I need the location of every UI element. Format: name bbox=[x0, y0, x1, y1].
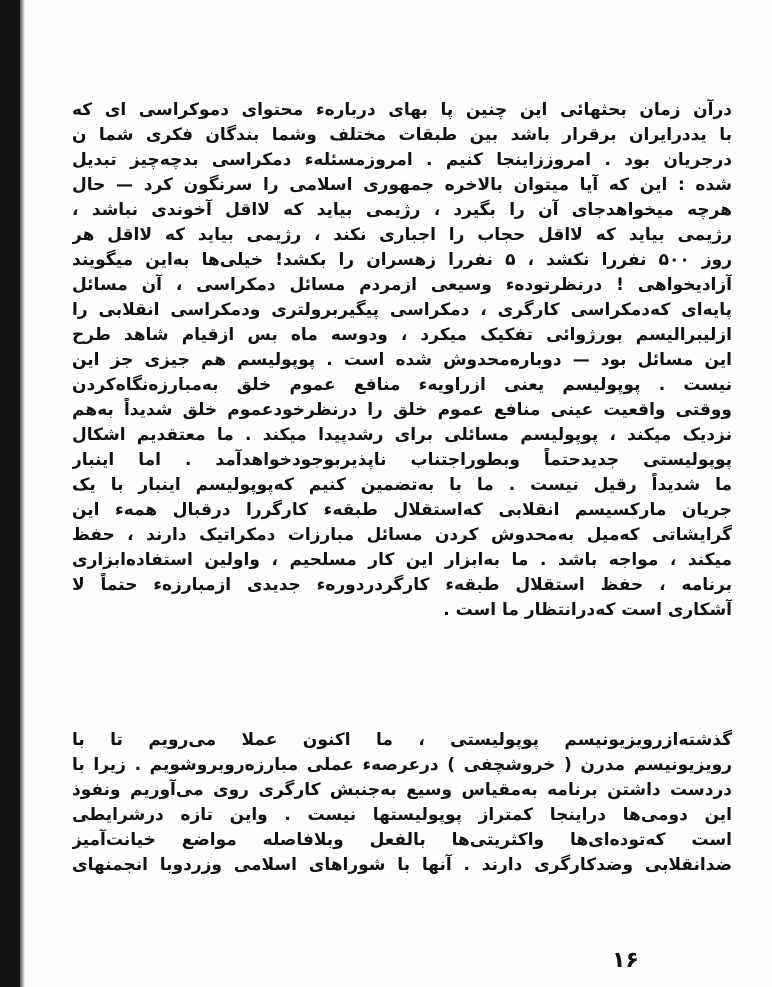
text-line: هرچه میخواهدجای آن را بگیرد ، رژیمی بیاید که لااقل آخوندی نباشد ، bbox=[72, 200, 732, 220]
text-line: این دومی‌ها دراینجا کمتراز پوپولیستها نیست . واین تازه درشرایطی bbox=[72, 805, 732, 825]
text-line: رژیمی بیاید که لااقل حجاب را اجباری نکند ، رژیمی بیاید که لااقل هر bbox=[72, 225, 732, 245]
text-line: برنامه ، حفظ استقلال طبقه‌ء کارگردردوره‌ء جدیدی ازمبارزه‌ء حتماً لا bbox=[72, 575, 732, 595]
text-line: است که‌توده‌ای‌ها واکثریتی‌ها بالفعل وبلافاصله مواضع خیانت‌آمیز bbox=[72, 830, 732, 850]
text-line: با یددرایران برقرار باشد بین طبقات مختلف وشما بندگان فکری شما ن bbox=[72, 125, 732, 145]
text-line: ووقتی واقعیت عینی منافع عموم خلق را درنظرخودعموم خلق شدیداً به‌هم bbox=[72, 400, 732, 420]
text-line: دردست داشتن برنامه به‌مقیاس وسیع به‌جنبش کارگری روی می‌آوریم ونفوذ bbox=[72, 780, 732, 800]
text-line: شده : این که آیا میتوان بالاخره جمهوری اسلامی را سرنگون کرد — حال bbox=[72, 175, 732, 195]
page-number: ۱۶ bbox=[612, 948, 639, 973]
text-line: جریان مارکسیسم انقلابی که‌استقلال طبقه‌ء کارگررا درقبال همهء این bbox=[72, 500, 732, 520]
text-line: گرایشاتی که‌میل به‌محدوش کردن مسائل مبارزات دمکراتیک دارند ، حفظ bbox=[72, 525, 732, 545]
text-line: پوپولیستی جدیدحتماً وبطوراجتناب ناپذیربوجودخواهدآمد . اما اینبار bbox=[72, 450, 732, 470]
text-line: این مسائل بود — دوباره‌محدوش شده است . پوپولیسم هم جیزی جز این bbox=[72, 350, 732, 370]
text-line: میکند ، مواجه باشد . ما به‌ابزار این کار مسلحیم ، واولین استفاده‌ابزاری bbox=[72, 550, 732, 570]
text-line: نزدیک میکند ، پوپولیسم مسائلی برای رشدپیدا میکند . ما معتقدیم اشکال bbox=[72, 425, 732, 445]
text-line: ما شدیداً رقیل نیست . ما با به‌تضمین کنیم که‌پوپولیسم اینبار با یک bbox=[72, 475, 732, 495]
text-line: ازلیبرالیسم بورژوائی تفکیک میکرد ، ودوسه ماه بس ازقیام شاهد طرح bbox=[72, 325, 732, 345]
text-line: نیست . پوپولیسم یعنی ازراویه‌ء منافع عموم خلق به‌مبارزه‌نگاه‌کردن bbox=[72, 375, 732, 395]
text-line: گذشته‌ازرویزیونیسم پوپولیستی ، ما اکنون عملا می‌رویم تا با bbox=[72, 730, 732, 750]
text-line: پایه‌ای که‌دمکراسی کارگری ، دمکراسی پیگیربرولتری ودمکراسی انقلابی را bbox=[72, 300, 732, 320]
text-line: رویزیونیسم مدرن ( خروشچفی ) درعرصه‌ء عملی مبارزه‌روبروشویم . زیرا با bbox=[72, 755, 732, 775]
paragraph-2 bbox=[72, 728, 732, 878]
paragraph-1 bbox=[72, 98, 732, 623]
text-line: آشکاری است که‌درانتظار ما است . bbox=[443, 600, 732, 620]
binding-shadow bbox=[0, 0, 20, 987]
text-line: روز ۵۰۰ نفررا نکشد ، ۵ نفررا زهسران را بکشد! خیلی‌ها به‌این میگویند bbox=[72, 250, 732, 270]
text-line: درجریان بود . امروززاینجا کنیم . امروزمسئلهء دمکراسی بدچه‌چیز تبدیل bbox=[72, 150, 732, 170]
text-line: درآن زمان بحثهائی این چنین پا بهای درباره‌ء محتوای دموکراسی ای که bbox=[72, 100, 732, 120]
text-line: ضدانقلابی وضدکارگری دارند . آنها با شوراهای اسلامی وزردوبا انجمنهای bbox=[72, 855, 732, 875]
binding-edge bbox=[20, 0, 25, 987]
text-line: آزادیخواهی ! درنظرتوده‌ء وسیعی ازمردم مسائل دمکراسی ، آن مسائل bbox=[72, 275, 732, 295]
